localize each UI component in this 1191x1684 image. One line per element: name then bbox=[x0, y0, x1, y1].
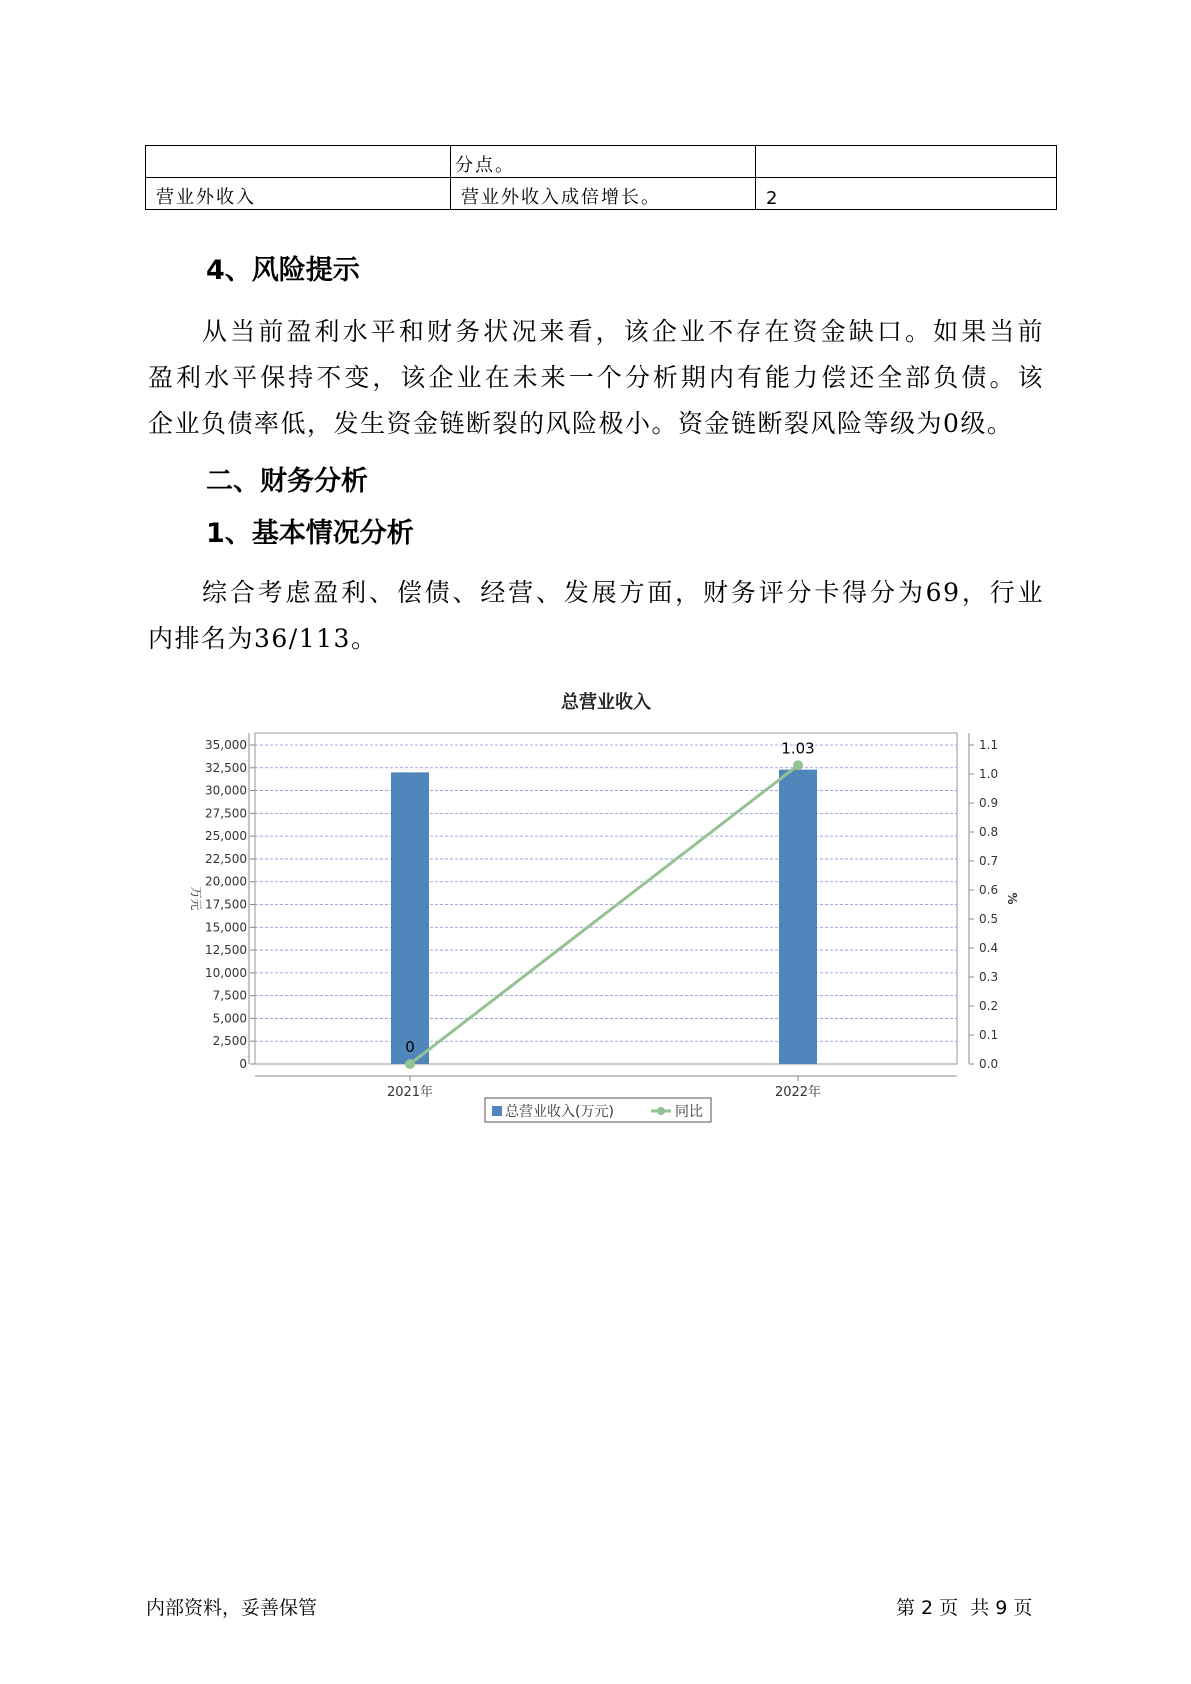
plot-area bbox=[255, 733, 957, 1064]
yoy-point bbox=[793, 760, 803, 770]
y2-tick-label: 0.8 bbox=[979, 825, 999, 839]
legend-bar-label: 总营业收入(万元) bbox=[505, 1104, 614, 1120]
yoy-data-label: 0 bbox=[405, 1038, 415, 1056]
y2-tick-label: 0.7 bbox=[979, 854, 999, 868]
y-tick-label: 7,500 bbox=[212, 988, 247, 1003]
heading-basic: 1、基本情况分析 bbox=[206, 518, 414, 549]
legend-line-marker bbox=[657, 1107, 665, 1115]
bar-revenue bbox=[779, 770, 817, 1064]
chart-title: 总营业收入 bbox=[561, 692, 651, 713]
paragraph-line: 企业负债率低，发生资金链断裂的风险极小。资金链断裂风险等级为0级。 bbox=[148, 409, 1014, 438]
y2-tick-label: 0.0 bbox=[979, 1057, 999, 1071]
y-tick-label: 30,000 bbox=[205, 783, 247, 798]
yoy-point bbox=[405, 1059, 415, 1069]
y-tick-label: 27,500 bbox=[205, 806, 247, 821]
y-tick-label: 0 bbox=[239, 1057, 247, 1071]
footer-page-number: 第 2 页 共 9 页 bbox=[896, 1597, 1033, 1619]
y2-tick-label: 0.3 bbox=[979, 970, 999, 984]
y-tick-label: 20,000 bbox=[205, 874, 247, 889]
indicator-table bbox=[145, 145, 1057, 210]
y-tick-label: 22,500 bbox=[205, 851, 247, 866]
y-tick-label: 2,500 bbox=[212, 1034, 247, 1049]
paragraph-line: 综合考虑盈利、偿债、经营、发展方面，财务评分卡得分为69，行业 bbox=[202, 578, 1044, 607]
revenue-chart bbox=[175, 685, 1035, 1145]
footer-left: 内部资料，妥善保管 bbox=[146, 1597, 318, 1619]
y2-tick-label: 0.1 bbox=[979, 1028, 999, 1042]
y2-tick-label: 0.2 bbox=[979, 999, 999, 1013]
y2-tick-label: 0.6 bbox=[979, 883, 999, 897]
bar-revenue bbox=[391, 772, 429, 1064]
paragraph-basic bbox=[148, 570, 1044, 662]
table-cell bbox=[146, 146, 451, 178]
table-cell: 营业外收入成倍增长。 bbox=[451, 178, 756, 210]
y2-axis-label: % bbox=[1005, 892, 1019, 905]
paragraph-line: 内排名为36/113。 bbox=[148, 624, 378, 653]
table-cell: 营业外收入 bbox=[146, 178, 451, 210]
y-tick-label: 12,500 bbox=[205, 943, 247, 958]
y-tick-label: 17,500 bbox=[205, 897, 247, 912]
y2-tick-label: 1.0 bbox=[979, 767, 999, 781]
table-cell bbox=[756, 146, 1057, 178]
y-tick-label: 25,000 bbox=[205, 829, 247, 844]
table-cell: 2 bbox=[756, 178, 1057, 210]
y-axis-label: 万元 bbox=[189, 886, 203, 911]
heading-risk: 4、风险提示 bbox=[206, 255, 360, 286]
legend-line-label: 同比 bbox=[675, 1104, 703, 1120]
x-tick-label: 2021年 bbox=[386, 1085, 434, 1100]
y-tick-label: 10,000 bbox=[205, 965, 247, 980]
y2-tick-label: 0.9 bbox=[979, 796, 999, 810]
table-cell: 分点。 bbox=[451, 146, 756, 178]
y-tick-label: 5,000 bbox=[212, 1011, 247, 1026]
yoy-data-label: 1.03 bbox=[781, 739, 815, 758]
y2-tick-label: 0.4 bbox=[979, 941, 999, 955]
legend-bar-swatch bbox=[492, 1106, 502, 1116]
y-tick-label: 35,000 bbox=[205, 738, 247, 752]
paragraph-risk bbox=[148, 309, 1044, 447]
heading-finance: 二、财务分析 bbox=[206, 466, 368, 497]
table-row bbox=[146, 146, 1057, 178]
y-tick-label: 15,000 bbox=[205, 920, 247, 935]
table-row bbox=[146, 178, 1057, 210]
y2-tick-label: 1.1 bbox=[979, 738, 999, 752]
y-tick-label: 32,500 bbox=[205, 760, 247, 775]
y2-tick-label: 0.5 bbox=[979, 912, 999, 926]
paragraph-line: 盈利水平保持不变，该企业在未来一个分析期内有能力偿还全部负债。该 bbox=[148, 363, 1044, 392]
paragraph-line: 从当前盈利水平和财务状况来看，该企业不存在资金缺口。如果当前 bbox=[202, 317, 1044, 346]
x-tick-label: 2022年 bbox=[774, 1085, 822, 1100]
